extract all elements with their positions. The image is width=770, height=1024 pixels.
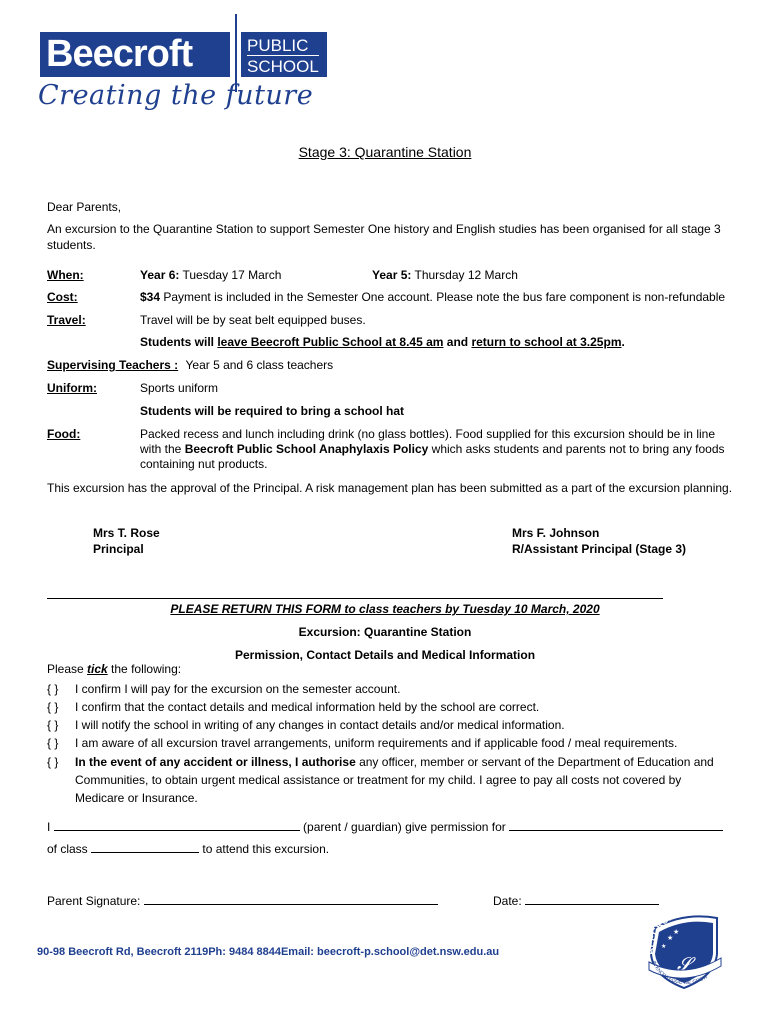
child-name-field[interactable] <box>509 818 723 831</box>
food-text-start: Packed recess and lunch including drink (no glass bottles). Food supplied for this excursion should be in line with the <box>140 427 715 456</box>
food-text-end: which asks students and parents not to bring any foods containing nut products. <box>140 442 725 471</box>
logo-school: SCHOOL <box>247 57 319 76</box>
checkbox-row-1[interactable] <box>47 681 400 697</box>
travel-note-start: Students will <box>140 335 218 349</box>
supervising-text: Year 5 and 6 class teachers <box>185 358 334 372</box>
travel-note-end: . <box>621 335 625 349</box>
class-field[interactable] <box>91 840 199 853</box>
travel-label-text: Travel: <box>47 313 86 327</box>
crest-motto: IN KNOWLEDGE WE GROW <box>650 960 709 987</box>
approval-text: This excursion has the approval of the Principal. A risk management plan has been submitted as a part of the excursion planning. <box>47 481 733 495</box>
checkbox-label-4: I am aware of all excursion travel arrangements, uniform requirements and if applicable food / meal requirements. <box>75 736 678 750</box>
checkbox-5[interactable]: { } <box>47 755 59 769</box>
crest-word: BEECROFT <box>646 910 681 956</box>
assistant-name: Mrs F. Johnson <box>512 526 600 540</box>
checkbox-row-4[interactable] <box>47 735 677 751</box>
year6-value: Tuesday 17 March <box>182 268 282 282</box>
checkbox-label-5 <box>75 753 727 807</box>
permission-text: (parent / guardian) give permission for <box>303 820 506 834</box>
greeting: Dear Parents, <box>47 200 122 214</box>
please-text: Please <box>47 662 88 676</box>
svg-text:★: ★ <box>661 943 667 950</box>
cost-amount: $34 <box>140 290 161 304</box>
of-class-text: of class <box>47 842 88 856</box>
food-policy: Beecroft Public School Anaphylaxis Policy <box>184 442 429 456</box>
food-label-text: Food: <box>47 427 81 441</box>
tick-instruction <box>47 662 181 676</box>
year6-label: Year 6: <box>140 268 180 282</box>
when-label <box>47 268 84 282</box>
signatory-assistant <box>512 525 686 557</box>
logo-beecroft <box>40 32 230 77</box>
date-label: Date: <box>493 894 522 908</box>
permission-i: I <box>47 820 51 834</box>
year5-label: Year 5: <box>372 268 412 282</box>
cost-label-text: Cost: <box>47 290 78 304</box>
following-text: the following: <box>107 662 182 676</box>
signature-label: Parent Signature: <box>47 894 141 908</box>
authorise-bold: In the event of any accident or illness, I authorise <box>75 755 356 769</box>
signature-field[interactable] <box>144 892 438 905</box>
svg-text:𝓢: 𝓢 <box>677 954 691 975</box>
cut-line <box>47 598 663 599</box>
principal-role: Principal <box>93 542 144 556</box>
travel-note <box>140 335 625 349</box>
checkbox-1[interactable]: { } <box>47 682 59 696</box>
travel-note-leave: leave Beecroft Public School at 8.45 am <box>217 335 444 349</box>
travel-note-return: return to school at 3.25pm <box>471 335 622 349</box>
page-title: Stage 3: Quarantine Station <box>298 144 472 160</box>
svg-text:★: ★ <box>667 934 674 942</box>
principal-name: Mrs T. Rose <box>93 526 160 540</box>
when-label-text: When: <box>47 268 84 282</box>
signatory-principal <box>93 525 160 557</box>
checkbox-4[interactable]: { } <box>47 736 59 750</box>
logo-public-school <box>241 32 327 77</box>
food-text <box>140 427 728 472</box>
logo-tagline: Creating the future <box>38 80 314 111</box>
intro-paragraph: An excursion to the Quarantine Station to support Semester One history and English studies has been organised for all stage 3 students. <box>47 222 721 252</box>
year5-value: Thursday 12 March <box>414 268 518 282</box>
when-year6 <box>140 268 281 282</box>
checkbox-row-5[interactable] <box>47 753 727 807</box>
food-label <box>47 427 80 441</box>
parent-name-field[interactable] <box>54 818 300 831</box>
checkbox-2[interactable]: { } <box>47 700 59 714</box>
date-line <box>493 892 659 908</box>
tick-word: tick <box>87 662 108 676</box>
return-note: PLEASE RETURN THIS FORM to class teachers by Tuesday 10 March, 2020 <box>170 602 600 616</box>
cost-text: Payment is included in the Semester One account. Please note the bus fare component is non-refundable <box>163 290 726 304</box>
school-crest-icon <box>641 910 727 990</box>
supervising-label: Supervising Teachers : <box>47 358 179 372</box>
svg-text:★: ★ <box>673 928 680 936</box>
checkbox-row-3[interactable] <box>47 717 565 733</box>
attend-text: to attend this excursion. <box>202 842 330 856</box>
uniform-label <box>47 381 97 395</box>
travel-label <box>47 313 86 327</box>
date-field[interactable] <box>525 892 659 905</box>
uniform-text: Sports uniform <box>140 381 219 395</box>
logo-public: PUBLIC <box>247 36 309 55</box>
cost-label <box>47 290 78 304</box>
travel-note-and: and <box>443 335 472 349</box>
uniform-note: Students will be required to bring a school hat <box>140 404 405 418</box>
checkbox-label-3: I will notify the school in writing of any changes in contact details and/or medical information. <box>75 718 565 732</box>
form-excursion: Excursion: Quarantine Station <box>298 625 472 639</box>
class-line <box>47 840 329 856</box>
signature-line <box>47 892 438 908</box>
travel-text: Travel will be by seat belt equipped buses. <box>140 313 366 327</box>
checkbox-3[interactable]: { } <box>47 718 59 732</box>
form-subtitle: Permission, Contact Details and Medical Information <box>234 648 536 662</box>
cost-value <box>140 290 725 304</box>
logo-name: Beecroft <box>46 33 193 75</box>
checkbox-label-2: I confirm that the contact details and medical information held by the school are correct. <box>75 700 540 714</box>
permission-line <box>47 818 723 834</box>
authorise-text: any officer, member or servant of the Department of Education and Communities, to obtain urgent medical assistance or treatment for my child. I agree to pay all costs not covered by Medicare or Insurance. <box>75 755 714 805</box>
supervising-row <box>47 358 333 372</box>
footer-contact: 90-98 Beecroft Rd, Beecroft 2119Ph: 9484 8844Email: beecroft-p.school@det.nsw.edu.au <box>37 946 500 958</box>
uniform-label-text: Uniform: <box>47 381 97 395</box>
checkbox-row-2[interactable] <box>47 699 539 715</box>
assistant-role: R/Assistant Principal (Stage 3) <box>512 542 687 556</box>
checkbox-label-1: I confirm I will pay for the excursion on the semester account. <box>75 682 401 696</box>
when-year5 <box>372 268 518 282</box>
